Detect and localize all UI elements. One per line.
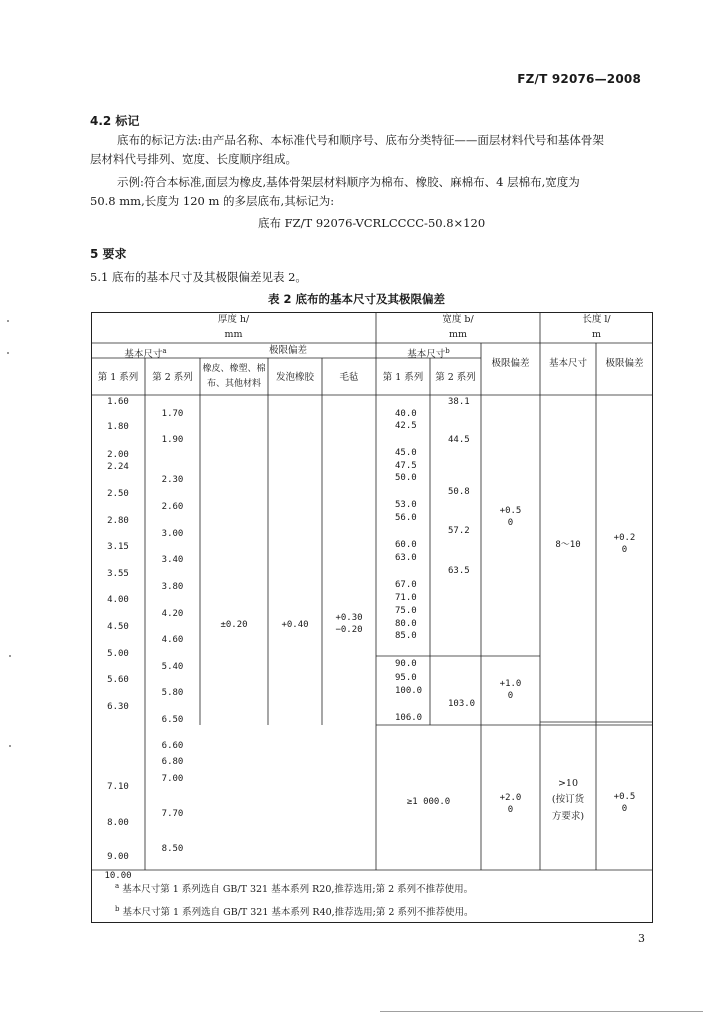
length-basic2-line3: 方要求)	[551, 811, 585, 822]
t-s2-value: 4.20	[161, 609, 184, 619]
t-s2-value: 3.80	[161, 582, 184, 592]
width-dev1-lower: 0	[507, 518, 514, 528]
example-line1: 示例:符合本标准,面层为橡皮,基体骨架层材料顺序为棉布、橡胶、麻棉布、4 层棉布,宽度为	[117, 175, 580, 189]
thickness-header: 厚度 h/	[217, 314, 250, 325]
width-large-value: ≥1 000.0	[406, 797, 451, 807]
rubber-deviation: ±0.20	[220, 620, 248, 630]
t-s2-value: 7.70	[161, 809, 184, 819]
table-caption: 表 2 底布的基本尺寸及其极限偏差	[268, 292, 446, 306]
w-s1-value: 47.5	[395, 461, 417, 471]
rubber-materials-header-l2: 布、其他材料	[206, 379, 261, 389]
thickness-unit: mm	[224, 329, 243, 340]
t-s1-value: 3.15	[107, 542, 129, 552]
t-s2-value: 3.00	[161, 529, 184, 539]
w-s1-value: 42.5	[395, 421, 417, 431]
t-s1-value: 1.60	[107, 397, 129, 407]
w-s2-value: 57.2	[448, 526, 470, 536]
w-s1-value: 67.0	[395, 580, 417, 590]
w-s2-value: 38.1	[448, 397, 470, 407]
t-s1-value: 2.00	[107, 450, 129, 460]
marking-method-line2: 层材料代号排列、宽度、长度顺序组成。	[90, 152, 297, 166]
t-s2-value: 6.80	[161, 757, 184, 767]
footnote-a-mark: a	[115, 881, 120, 890]
felt-deviation-lower: −0.20	[335, 625, 363, 635]
footnote-b: $^b$ 基本尺寸第 1 系列选自 GB/T 321 基本系列 R40,推荐选用;第 2 系列不推荐使用。	[115, 904, 474, 918]
t-s1-value: 4.50	[107, 622, 129, 632]
thickness-series2-header: 第 2 系列	[152, 372, 193, 383]
scan-speck	[9, 655, 11, 657]
thickness-limit-deviation-header: 极限偏差	[268, 345, 307, 356]
t-s1-value: 5.60	[107, 675, 129, 685]
width-unit: mm	[448, 329, 468, 340]
length-basic2-line1: >10	[557, 778, 579, 789]
w-s1-value: 80.0	[395, 619, 417, 629]
length-header: 长度 l/	[582, 314, 611, 325]
width-dev3-lower: 0	[507, 805, 514, 815]
w-s2-value: 63.5	[448, 566, 470, 576]
foam-rubber-header: 发泡橡胶	[275, 372, 314, 383]
width-limit-header: 极限偏差	[491, 358, 530, 369]
scan-speck	[7, 320, 9, 322]
felt-header: 毛毡	[339, 372, 359, 383]
w-s2-value: 103.0	[448, 699, 476, 709]
w-s1-value: 75.0	[395, 606, 417, 616]
t-s1-value: 2.50	[107, 489, 129, 499]
w-s1-value: 100.0	[395, 686, 423, 696]
width-series2-header: 第 2 系列	[435, 372, 476, 383]
w-s1-value: 106.0	[395, 713, 423, 723]
w-s1-value: 53.0	[395, 500, 417, 510]
length-dev1-lower: 0	[621, 545, 628, 555]
t-s2-value: 3.40	[161, 555, 184, 565]
length-dev1-upper: +0.2	[613, 533, 636, 543]
width-dev2-upper: +1.0	[499, 679, 522, 689]
t-s2-value: 6.60	[161, 741, 184, 751]
thickness-series1-header: 第 1 系列	[97, 372, 139, 383]
w-s2-value: 44.5	[448, 435, 470, 445]
t-s2-value: 2.60	[161, 502, 184, 512]
w-s1-value: 56.0	[395, 513, 417, 523]
length-limit-header: 极限偏差	[605, 358, 644, 369]
width-basic-size-header: 基本尺寸$^b$	[407, 347, 450, 361]
thickness-basic-size-header: 基本尺寸$^a$	[124, 347, 167, 361]
standard-code-header: FZ/T 92076—2008	[517, 72, 641, 86]
w-s1-value: 63.0	[395, 553, 417, 563]
t-s2-value: 5.40	[161, 662, 184, 672]
w-s1-value: 50.0	[395, 473, 417, 483]
length-dev2-lower: 0	[621, 804, 628, 814]
w-s1-value: 45.0	[395, 448, 417, 458]
t-s2-value: 1.90	[161, 435, 184, 445]
w-s1-value: 95.0	[395, 673, 417, 683]
section-4-2-heading: 4.2 标记	[90, 114, 140, 128]
example-line2: 50.8 mm,长度为 120 m 的多层底布,其标记为:	[90, 194, 335, 208]
foam-deviation: +0.40	[281, 620, 309, 630]
scan-speck	[9, 745, 11, 747]
felt-deviation-upper: +0.30	[335, 613, 363, 623]
dimension-table	[91, 312, 653, 924]
t-s1-value: 10.00	[104, 871, 132, 881]
scan-speck	[7, 352, 9, 354]
width-dev2-lower: 0	[507, 691, 514, 701]
t-s1-value: 1.80	[107, 422, 129, 432]
w-s1-value: 71.0	[395, 593, 417, 603]
length-basic1: 8～10	[555, 540, 581, 550]
t-s2-value: 5.80	[161, 688, 184, 698]
width-dev3-upper: +2.0	[499, 793, 522, 803]
t-s1-value: 2.24	[107, 462, 129, 472]
footnote-b-mark: b	[115, 904, 120, 913]
t-s1-value: 3.55	[107, 569, 129, 579]
t-s1-value: 6.30	[107, 702, 129, 712]
t-s1-value: 2.80	[107, 516, 129, 526]
t-s1-value: 4.00	[107, 595, 129, 605]
bottom-scan-line	[380, 1011, 703, 1012]
length-dev2-upper: +0.5	[613, 792, 636, 802]
length-basic2-line2: (按订货	[551, 794, 585, 805]
t-s2-value: 4.60	[161, 635, 184, 645]
t-s2-value: 7.00	[161, 774, 184, 784]
w-s1-value: 60.0	[395, 540, 417, 550]
w-s1-value: 40.0	[395, 409, 417, 419]
section-5-1-text: 5.1 底布的基本尺寸及其极限偏差见表 2。	[90, 270, 307, 284]
footnote-ref-b: b	[445, 347, 450, 355]
rubber-materials-header-l1: 橡皮、橡塑、棉	[202, 364, 266, 374]
length-unit: m	[591, 329, 601, 340]
example-marking: 底布 FZ/T 92076-VCRLCCCC-50.8×120	[258, 216, 486, 230]
t-s1-value: 8.00	[107, 818, 129, 828]
page-number: 3	[638, 932, 645, 945]
width-header: 宽度 b/	[442, 314, 474, 325]
t-s2-value: 1.70	[161, 409, 184, 419]
marking-method-line1: 底布的标记方法:由产品名称、本标准代号和顺序号、底布分类特征——面层材料代号和基体骨架	[117, 133, 604, 147]
footnote-a: $^a$ 基本尺寸第 1 系列选自 GB/T 321 基本系列 R20,推荐选用;第 2 系列不推荐使用。	[115, 881, 474, 895]
t-s1-value: 5.00	[107, 649, 129, 659]
length-basic-header: 基本尺寸	[548, 358, 587, 369]
t-s1-value: 7.10	[107, 782, 129, 792]
w-s1-value: 85.0	[395, 631, 417, 641]
width-dev1-upper: +0.5	[499, 506, 522, 516]
t-s2-value: 2.30	[161, 475, 184, 485]
t-s2-value: 6.50	[161, 715, 184, 725]
width-series1-header: 第 1 系列	[382, 372, 424, 383]
footnote-ref-a: a	[162, 347, 167, 355]
t-s1-value: 9.00	[107, 852, 129, 862]
section-5-heading: 5 要求	[90, 247, 127, 261]
w-s2-value: 50.8	[448, 487, 470, 497]
t-s2-value: 8.50	[161, 844, 184, 854]
w-s1-value: 90.0	[395, 659, 417, 669]
